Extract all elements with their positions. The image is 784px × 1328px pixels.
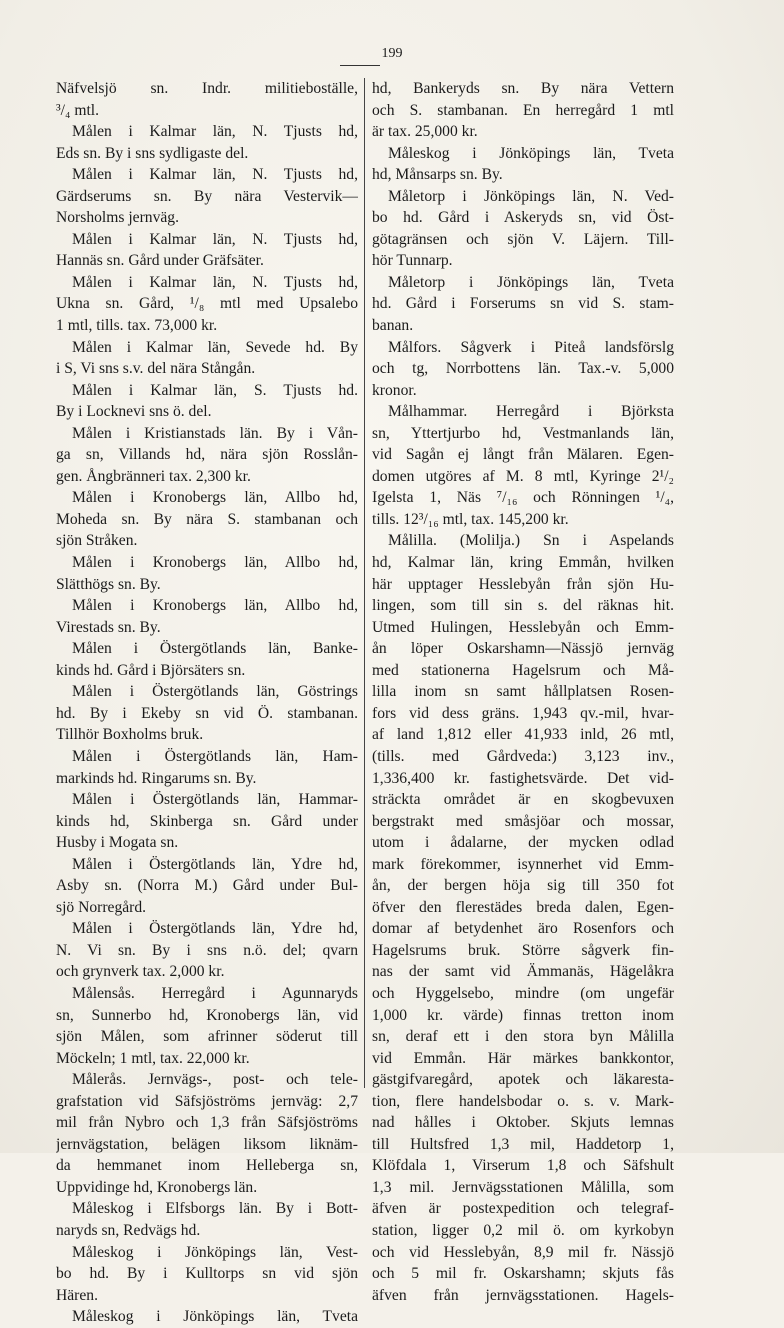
text-line: mil från Nybro och 1,3 från Säfsjöströms — [56, 1114, 358, 1132]
text-line: hd, Månsarps sn. By. — [372, 166, 503, 184]
text-line: här upptager Hesslebyån från sjön Hu- — [372, 575, 674, 593]
page-number-rule — [340, 65, 380, 66]
text-line: Målen i Kronobergs län, Allbo hd, — [72, 489, 358, 507]
text-line: Måleskog i Jönköpings län, Tveta — [72, 1308, 358, 1326]
text-line: da hemmanet inom Helleberga sn, — [56, 1157, 358, 1175]
text-line: sjö Norregård. — [56, 898, 147, 916]
text-line: Norsholms jernväg. — [56, 209, 179, 227]
text-line: N. Vi sn. By i sns n.ö. del; qvarn — [56, 941, 358, 959]
text-line: af land 1,812 eller 41,933 inld, 26 mtl, — [372, 726, 674, 744]
text-line: Hagelsrums bruk. Större sågverk fin- — [372, 941, 674, 959]
text-line: By i Locknevi sns ö. del. — [56, 403, 212, 421]
text-line: och 5 mil fr. Oskarshamn; skjuts fås — [372, 1265, 674, 1283]
text-line: Målen i Östergötlands län, Göstrings — [72, 683, 358, 701]
text-line: götagränsen och sjön V. Läjern. Till- — [372, 230, 674, 248]
text-line: bo hd. By i Kulltorps sn vid sjön — [56, 1265, 358, 1283]
text-line: banan. — [372, 317, 414, 335]
text-line: ³/₄ mtl. — [56, 101, 100, 119]
text-line: naryds sn, Redvägs hd. — [56, 1221, 201, 1239]
text-line: tion, flere handelsbodar o. s. v. Mark- — [372, 1092, 674, 1110]
text-line: äfven är postexpedition och telegraf- — [372, 1200, 674, 1218]
right-column — [372, 78, 674, 1306]
text-line: Slätthögs sn. By. — [56, 575, 161, 593]
text-line: kronor. — [372, 381, 417, 399]
text-line: äfven från jernvägsstationen. Hagels- — [372, 1286, 674, 1304]
text-line: Måleskog i Elfsborgs län. By i Bott- — [72, 1200, 358, 1218]
text-line: (tills. med Gårdveda:) 3,123 inv., — [372, 747, 674, 765]
text-line: med stationerna Hagelsrum och Må- — [372, 661, 674, 679]
text-line: Målen i Kronobergs län, Allbo hd, — [72, 597, 358, 615]
text-line: jernvägstation, belägen liksom liknäm- — [56, 1135, 358, 1153]
text-line: och Hyggelsebo, mindre (om ungefär — [372, 984, 674, 1002]
text-line: Tillhör Boxholms bruk. — [56, 726, 204, 744]
text-line: Målilla. (Molilja.) Sn i Aspelands — [388, 532, 674, 550]
text-line: Uppvidinge hd, Kronobergs län. — [56, 1178, 258, 1196]
text-line: ån, der bergen höja sig till 350 fot — [372, 877, 674, 895]
text-line: ga sn, Villands hd, nära sjön Rosslån- — [56, 446, 358, 464]
text-line: lilla inom sn samt hållplatsen Rosen- — [372, 683, 674, 701]
text-line: Igelsta 1, Näs ⁷/₁₆ och Rönningen ¹/₄, — [372, 489, 674, 507]
text-line: bo hd. Gård i Askeryds sn, vid Öst- — [372, 209, 674, 227]
text-line: nas der samt vid Ämmanäs, Hägelåkra — [372, 963, 674, 981]
text-line: 1 mtl, tills. tax. 73,000 kr. — [56, 317, 218, 335]
left-column — [56, 78, 358, 1328]
text-line: är tax. 25,000 kr. — [372, 123, 478, 141]
text-line: Husby i Mogata sn. — [56, 834, 179, 852]
text-line: vid Sagån ej långt från Mälaren. Egen- — [372, 446, 674, 464]
text-line: och grynverk tax. 2,000 kr. — [56, 963, 225, 981]
text-line: Målen i Kristianstads län. By i Vån- — [72, 424, 358, 442]
text-line: Utmed Hulingen, Hesslebyån och Emm- — [372, 618, 674, 636]
text-line: Målen i Östergötlands län, Ham- — [72, 747, 358, 765]
text-line: markinds hd. Ringarums sn. By. — [56, 769, 257, 787]
text-line: Moheda sn. By nära S. stambanan och — [56, 510, 358, 528]
text-line: Asby sn. (Norra M.) Gård under Bul- — [56, 877, 358, 895]
text-line: nad hålles i Oktober. Skjuts lemnas — [372, 1114, 674, 1132]
text-line: kinds hd. Gård i Björsäters sn. — [56, 661, 246, 679]
text-line: Måleskog i Jönköpings län, Vest- — [72, 1243, 358, 1261]
text-line: sn, Yttertjurbo hd, Vestmanlands län, — [372, 424, 674, 442]
text-line: hd, Kalmar län, kring Emmån, hvilken — [372, 554, 674, 572]
text-line: i S, Vi sns s.v. del nära Stångån. — [56, 360, 256, 378]
column-divider — [364, 78, 365, 1088]
text-line: Målen i Östergötlands län, Hammar- — [72, 791, 358, 809]
text-line: fors vid dess gräns. 1,943 qv.-mil, hvar- — [372, 704, 674, 722]
text-line: Ukna sn. Gård, ¹/₈ mtl med Upsalebo — [56, 295, 358, 313]
text-line: 1,000 kr. värde) finnas tretton inom — [372, 1006, 674, 1024]
text-line: och tg, Norrbottens län. Tax.-v. 5,000 — [372, 360, 674, 378]
page-number: 199 — [381, 46, 403, 61]
text-line: sn, deraf ett i den stora byn Målilla — [372, 1028, 674, 1046]
text-line: Näfvelsjö sn. Indr. militieboställe, — [56, 80, 358, 97]
text-line: bergstrakt med småsjöar och mossar, — [372, 812, 674, 830]
text-line: gästgifvaregård, apotek och läkaresta- — [372, 1071, 674, 1089]
text-line: kinds hd, Skinberga sn. Gård under — [56, 812, 358, 830]
text-line: Virestads sn. By. — [56, 618, 161, 636]
text-line: och S. stambanan. En herregård 1 mtl — [372, 101, 674, 119]
text-line: Målen i Kalmar län, N. Tjusts hd, — [72, 166, 358, 184]
text-line: mark förekommer, isynnerhet vid Emm- — [372, 855, 674, 873]
text-line: ån löper Oskarshamn—Nässjö jernväg — [372, 640, 674, 658]
text-line: Målen i Kronobergs län, Allbo hd, — [72, 554, 358, 572]
text-line: Målerås. Jernvägs-, post- och tele- — [72, 1071, 358, 1089]
text-line: vid Emmån. Här märkes bankkontor, — [372, 1049, 674, 1067]
text-line: Möckeln; 1 mtl, tax. 22,000 kr. — [56, 1049, 250, 1067]
text-line: Måleskog i Jönköpings län, Tveta — [388, 144, 674, 162]
text-line: lingen, som till sin s. del räknas hit. — [372, 597, 674, 615]
text-line: Målfors. Sågverk i Piteå landsförslg — [388, 338, 674, 356]
text-line: sjön Stråken. — [56, 532, 138, 550]
text-line: hd. Gård i Forserums sn vid S. stam- — [372, 295, 674, 313]
text-line: Måletorp i Jönköpings län, N. Ved- — [388, 187, 674, 205]
text-line: sträckta området är en skogbevuxen — [372, 791, 674, 809]
text-line: hd. By i Ekeby sn vid Ö. stambanan. — [56, 704, 358, 722]
text-line: Målen i Östergötlands län, Banke- — [72, 640, 358, 658]
text-line: sn, Sunnerbo hd, Kronobergs län, vid — [56, 1006, 358, 1024]
text-line: gen. Ångbränneri tax. 2,300 kr. — [56, 467, 251, 485]
text-line: sjön Målen, som afrinner söderut till — [56, 1028, 358, 1046]
text-line: Gärdserums sn. By nära Vestervik— — [56, 187, 358, 205]
text-line: hd, Bankeryds sn. By nära Vettern — [372, 80, 674, 97]
text-line: utom i ådalarne, der mycken odlad — [372, 834, 674, 852]
text-line: tills. 12³/₁₆ mtl, tax. 145,200 kr. — [372, 510, 569, 528]
text-line: domen utgöres af M. 8 mtl, Kyringe 2¹/₂ — [372, 467, 674, 485]
text-line: Målhammar. Herregård i Björksta — [388, 403, 674, 421]
text-line: grafstation vid Säfsjöströms jernväg: 2,7 — [56, 1092, 358, 1110]
text-line: Hannäs sn. Gård under Gräfsäter. — [56, 252, 264, 270]
text-line: 1,336,400 kr. fastighetsvärde. Det vid- — [372, 769, 674, 787]
text-line: station, ligger 0,2 mil ö. om kyrkobyn — [372, 1221, 674, 1239]
text-line: domar af betydenhet äro Rosenfors och — [372, 920, 674, 938]
text-line: Målen i Östergötlands län, Ydre hd, — [72, 855, 358, 873]
text-line: Målen i Kalmar län, S. Tjusts hd. — [72, 381, 358, 399]
text-line: Måletorp i Jönköpings län, Tveta — [388, 273, 674, 291]
text-line: Klöfdala 1, Virserum 1,8 och Säfshult — [372, 1157, 674, 1175]
text-line: och vid Hesslebyån, 8,9 mil fr. Nässjö — [372, 1243, 674, 1261]
text-line: Målensås. Herregård i Agunnaryds — [72, 984, 358, 1002]
text-line: Hären. — [56, 1286, 98, 1304]
text-line: Målen i Kalmar län, N. Tjusts hd, — [72, 123, 358, 141]
text-line: till Hultsfred 1,3 mil, Haddetorp 1, — [372, 1135, 674, 1153]
text-line: Målen i Kalmar län, Sevede hd. By — [72, 338, 358, 356]
text-line: Eds sn. By i sns sydligaste del. — [56, 144, 249, 162]
text-line: Målen i Östergötlands län, Ydre hd, — [72, 920, 358, 938]
text-line: öfver den flerestädes breda dalen, Egen- — [372, 898, 674, 916]
text-line: Målen i Kalmar län, N. Tjusts hd, — [72, 230, 358, 248]
text-line: hör Tunnarp. — [372, 252, 453, 270]
text-line: Målen i Kalmar län, N. Tjusts hd, — [72, 273, 358, 291]
text-line: 1,3 mil. Jernvägsstationen Målilla, som — [372, 1178, 674, 1196]
